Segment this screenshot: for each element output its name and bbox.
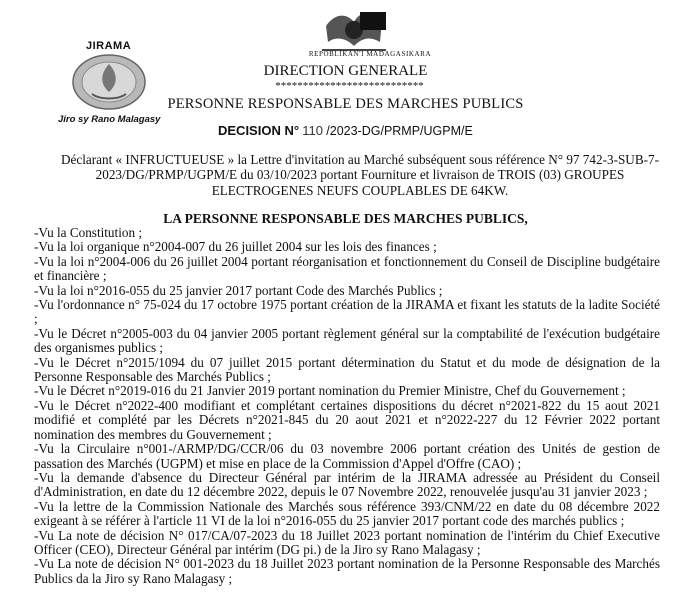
decision-number: 110 [302,123,324,138]
logo-name: JIRAMA [86,40,132,52]
list-item: -Vu La note de décision N° 001-2023 du 18 Juillet 2023 portant nomination de la Personne Responsable des Marchés Publics da la Jiro sy Rano Malagasy ; [34,556,660,586]
list-item: -Vu la Constitution ; [34,225,143,240]
list-item: -Vu la loi organique n°2004-007 du 26 juillet 2004 sur les lois des finances ; [34,239,437,255]
list-item: -Vu le Décret n°2022-400 modifiant et complétant certaines dispositions du décret n°2021-822 du 15 aout 2021 modifié et complété par les Décrets n°2021-845 du 20 aout 2021 et n°2022-227 du 12 Février 2022 portant nomination des membres du Gouvernement ; [34,397,660,442]
list-item: -Vu le Décret n°2019-016 du 21 Janvier 2019 portant nomination du Premier Ministre, Chef du Gouvernement ; [34,383,626,399]
list-item: -Vu La note de décision N° 017/CA/07-2023 du 18 Juillet 2023 portant nomination de l'intérim du Chief Executive Officer (CEO), Directeur Général par intérim (DG pi.) de la Jiro sy Rano Malagasy ; [34,527,660,557]
decision-line [218,123,473,139]
considerations-list [34,226,660,586]
list-item: -Vu le Décret n°2015/1094 du 07 juillet 2015 portant détermination du Statut et du mode de désignation de la Personne Responsable des Marchés Publics ; [34,354,660,385]
stars-divider: *************************** [275,80,424,92]
list-item: -Vu la loi n°2016-055 du 25 janvier 2017 portant Code des Marchés Publics ; [34,282,443,298]
list-item: -Vu la lettre de la Commission Nationale des Marchés sous référence 393/CNM/22 en date du 08 décembre 2022 exigeant à se référer à l'article 11 VI de la loi n°2016-055 du 25 janvier 2017 portant code des marchés publics ; [34,498,660,529]
list-item: -Vu la Circulaire n°001-/ARMP/DG/CCR/06 du 03 novembre 2006 portant création des Unités de gestion de passation des Marchés (UGPM) et mise en place de la Commission d'Appel d'Offre (CAO) ; [34,441,660,471]
decision-reference: /2023-DG/PRMP/UGPM/E [326,124,473,138]
emblem-text: REPOBLIKAN'I MADAGASIKARA [308,50,432,58]
list-item: -Vu le Décret n°2005-003 du 04 janvier 2005 portant règlement général sur la comptabilité de l'exécution budgétaire des organismes publics ; [34,325,660,356]
decision-label: DECISION N° [218,123,300,138]
logo-caption: Jiro sy Rano Malagasy [58,114,161,125]
direction-title: DIRECTION GENERALE [263,63,428,79]
declaration-text: Déclarant « INFRUCTUEUSE » la Lettre d'invitation au Marché subséquent sous référence N° 97 742-3-SUB-7-2023/DG/PRMP/UGPM/E du 03/10/2023 portant Fourniture et livraison de TROIS (03) GROUPES ELECTROGENES NEUFS COUPLABLES DE 64KW. [60,152,659,198]
list-item: -Vu la demande d'absence du Directeur Général par intérim de la JIRAMA adressée au Président du Conseil d'Administration, en date du 12 décembre 2022, depuis le 07 Novembre 2022, renouvelée jusqu'au 31 janvier 2023 ; [34,469,660,500]
list-item: -Vu la loi n°2004-006 du 26 juillet 2004 portant réorganisation et fonctionnement du Conseil de Discipline budgétaire et financière ; [34,253,660,284]
office-title: PERSONNE RESPONSABLE DES MARCHES PUBLICS [167,96,524,112]
list-item: -Vu l'ordonnance n° 75-024 du 17 octobre 1975 portant création de la JIRAMA et fixant les statuts de la ladite Société ; [34,297,660,327]
subheading: LA PERSONNE RESPONSABLE DES MARCHES PUBLICS, [163,211,528,226]
